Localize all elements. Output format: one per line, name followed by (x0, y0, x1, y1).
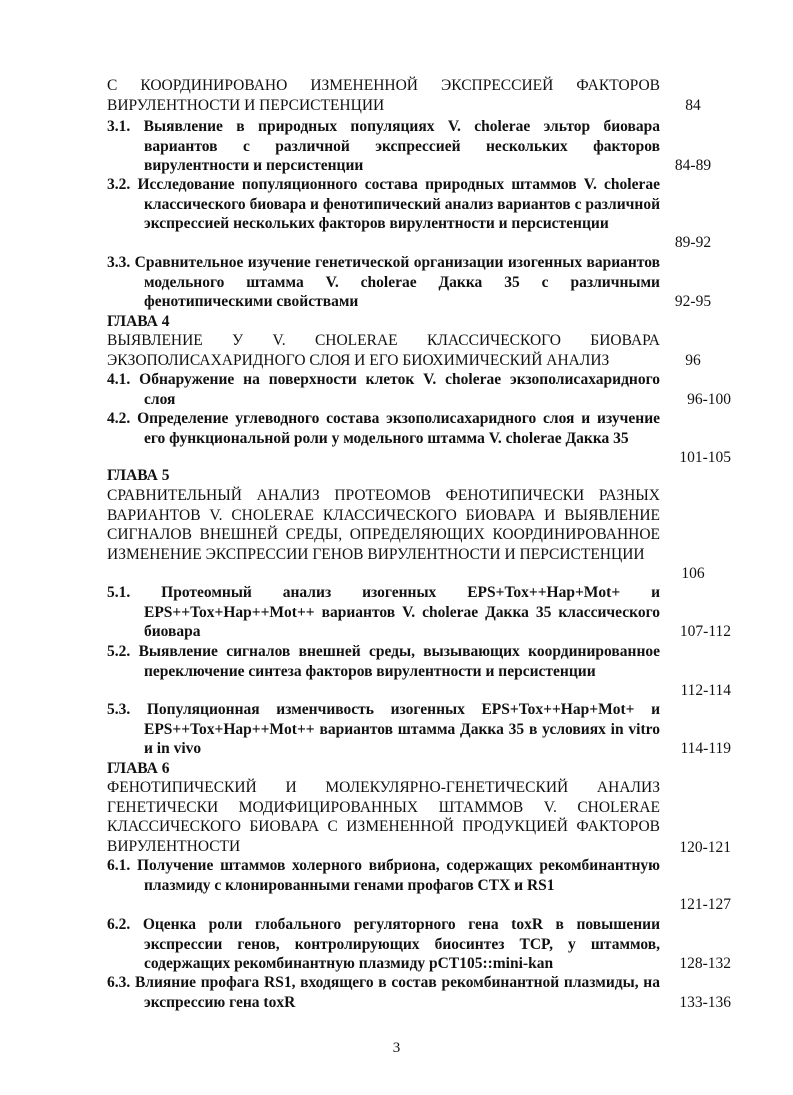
toc-entry-chapter-3[interactable] (107, 76, 731, 116)
entry-page: 128-132 (679, 955, 731, 973)
entry-text: 6.2. Оценка роли глобального регуляторного гена toxR в повышении экспрессии генов, контролирующих биосинтез TCP, у штаммов, содержащих рекомбинантную плазмиду pCT105::mini-kan (107, 916, 661, 973)
entry-page: 106 (681, 565, 705, 583)
toc-entry-6-2[interactable] (107, 915, 731, 974)
entry-page: 89-92 (674, 234, 712, 252)
entry-page: 84 (685, 97, 701, 115)
entry-text: 6.3. Влияние профага RS1, входящего в состав рекомбинантной плазмиды, на экспрессию гена toxR (107, 974, 660, 1011)
toc-entry-3-1[interactable] (107, 117, 731, 176)
toc-entry-5-3[interactable] (107, 700, 731, 759)
entry-page: 96 (685, 352, 701, 370)
entry-page: 120-121 (679, 839, 731, 857)
toc-entry-3-3[interactable] (107, 253, 731, 312)
entry-text: 3.1. Выявление в природных популяциях V. cholerae эльтор биовара вариантов с различной экспрессией нескольких факторов вирулентности и персистенции (107, 118, 660, 175)
toc-entry-6-1[interactable] (107, 856, 731, 915)
entry-page: 107-112 (679, 623, 731, 641)
page-number: 3 (392, 1040, 401, 1056)
toc-entry-5-1[interactable] (107, 583, 731, 642)
entry-text: 4.1. Обнаружение на поверхности клеток V. cholerae экзополисахаридного слоя (107, 371, 661, 408)
toc-entry-5-2[interactable] (107, 642, 731, 701)
chapter-4-heading: ГЛАВА 4 (107, 313, 170, 330)
entry-text: С КООРДИНИРОВАНО ИЗМЕНЕННОЙ ЭКСПРЕССИЕЙ ФАКТОРОВ ВИРУЛЕНТНОСТИ И ПЕРСИСТЕНЦИИ (107, 77, 660, 114)
toc-entry-chapter-5[interactable] (107, 486, 731, 584)
entry-text: ВЫЯВЛЕНИЕ У V. CHOLERAE КЛАССИЧЕСКОГО БИОВАРА ЭКЗОПОЛИСАХАРИДНОГО СЛОЯ И ЕГО БИОХИМИЧЕСКИЙ АНАЛИЗ (107, 332, 660, 369)
chapter-5-heading: ГЛАВА 5 (107, 467, 170, 484)
entry-page: 112-114 (680, 682, 731, 700)
entry-text: 4.2. Определение углеводного состава экзополисахаридного слоя и изучение его функциональной роли у модельного штамма V. cholerae Дакка 35 (107, 410, 660, 447)
toc-entry-3-2[interactable] (107, 175, 731, 253)
toc-entry-chapter-4[interactable] (107, 331, 731, 371)
entry-page: 92-95 (674, 293, 712, 311)
toc-entry-4-1[interactable] (107, 370, 731, 410)
toc-entry-6-3[interactable] (107, 973, 731, 1013)
entry-page: 114-119 (680, 740, 731, 758)
entry-page: 133-136 (679, 994, 731, 1012)
entry-text: 5.1. Протеомный анализ изогенных EPS+Tox++Hap+Mot+ и EPS++Tox+Hap++Mot++ вариантов V. cholerae Дакка 35 классического биовара (107, 584, 661, 641)
entry-page: 96-100 (687, 391, 731, 409)
entry-page: 84-89 (674, 157, 712, 175)
entry-text: 3.2. Исследование популяционного состава природных штаммов V. cholerae классического биовара и фенотипический анализ вариантов с различной экспрессией нескольких факторов вирулентности и персистенции (107, 176, 660, 233)
toc-entry-4-2[interactable] (107, 409, 731, 468)
entry-text: ФЕНОТИПИЧЕСКИЙ И МОЛЕКУЛЯРНО-ГЕНЕТИЧЕСКИЙ АНАЛИЗ ГЕНЕТИЧЕСКИ МОДИФИЦИРОВАННЫХ ШТАММОВ V. CHOLERAE КЛАССИЧЕСКОГО БИОВАРА С ИЗМЕНЕННОЙ ПРОДУКЦИЕЙ ФАКТОРОВ ВИРУЛЕНТНОСТИ (107, 779, 660, 855)
entry-text: 5.2. Выявление сигналов внешней среды, вызывающих координированное переключение синтеза факторов вирулентности и персистенции (107, 643, 661, 680)
entry-page: 101-105 (679, 449, 731, 467)
entry-text: 5.3. Популяционная изменчивость изогенных EPS+Tox++Hap+Mot+ и EPS++Tox+Hap++Mot++ вариантов штамма Дакка 35 в условиях in vitro и in vivo (107, 701, 660, 758)
entry-text: СРАВНИТЕЛЬНЫЙ АНАЛИЗ ПРОТЕОМОВ ФЕНОТИПИЧЕСКИ РАЗНЫХ ВАРИАНТОВ V. CHOLERAE КЛАССИЧЕСКОГО БИОВАРА И ВЫЯВЛЕНИЕ СИГНАЛОВ ВНЕШНЕЙ СРЕДЫ, ОПРЕДЕЛЯЮЩИХ КООРДИНИРОВАННОЕ ИЗМЕНЕНИЕ ЭКСПРЕССИИ ГЕНОВ ВИРУЛЕНТНОСТИ И ПЕРСИСТЕНЦИИ (107, 487, 660, 563)
entry-text: 3.3. Сравнительное изучение генетической организации изогенных вариантов модельного штамма V. cholerae Дакка 35 с различными фенотипическими свойствами (107, 254, 661, 311)
chapter-6-heading: ГЛАВА 6 (107, 760, 170, 777)
entry-text: 6.1. Получение штаммов холерного вибриона, содержащих рекомбинантную плазмиду с клонированными генами профагов CTX и RS1 (107, 857, 660, 894)
toc-entry-chapter-6[interactable] (107, 778, 731, 858)
entry-page: 121-127 (679, 896, 731, 914)
